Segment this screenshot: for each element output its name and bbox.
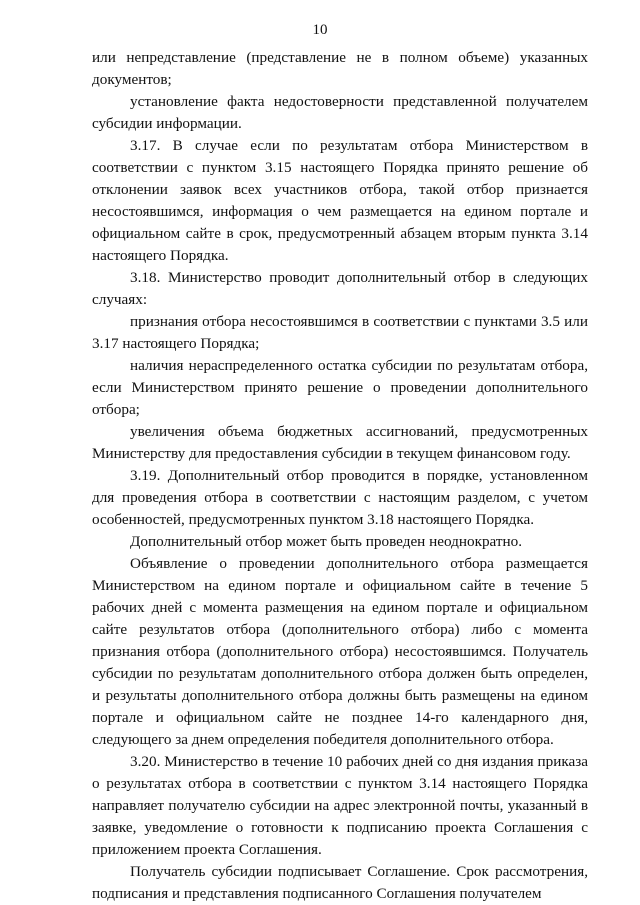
paragraph-repeat-selection: Дополнительный отбор может быть проведен неоднократно. (130, 533, 523, 550)
paragraph-3-18-case-budget-increase: увеличения объема бюджетных ассигнований, предусмотренных Министерству для предоставления субсидии в текущем финансовом году. (92, 423, 588, 462)
paragraph-continuation: или непредставление (представление не в полном объеме) указанных документов; (92, 49, 588, 88)
document-body (92, 47, 588, 905)
paragraph-3-18: 3.18. Министерство проводит дополнительный отбор в следующих случаях: (92, 269, 588, 308)
paragraph-3-18-case-failed-selection: признания отбора несостоявшимся в соответствии с пунктами 3.5 или 3.17 настоящего Порядка; (92, 313, 588, 352)
paragraph-3-19: 3.19. Дополнительный отбор проводится в порядке, установленном для проведения отбора в соответствии с настоящим разделом, с учетом особенностей, предусмотренных пунктом 3.18 настоящего Порядка. (92, 467, 588, 528)
paragraph-3-17: 3.17. В случае если по результатам отбора Министерством в соответствии с пунктом 3.15 настоящего Порядка принято решение об отклонении заявок всех участников отбора, такой отбор признается несостоявшимся, информация о чем размещается на едином портале и официальном сайте в срок, предусмотренный абзацем вторым пункта 3.14 настоящего Порядка. (92, 137, 588, 264)
paragraph-agreement-signing: Получатель субсидии подписывает Соглашение. Срок рассмотрения, подписания и представления подписанного Соглашения получателем (92, 863, 588, 902)
paragraph-unreliable-info: установление факта недостоверности представленной получателем субсидии информации. (92, 93, 588, 132)
paragraph-3-18-case-remaining-subsidy: наличия нераспределенного остатка субсидии по результатам отбора, если Министерством принято решение о проведении дополнительного отбора; (92, 357, 588, 418)
paragraph-3-20: 3.20. Министерство в течение 10 рабочих дней со дня издания приказа о результатах отбора в соответствии с пунктом 3.14 настоящего Порядка направляет получателю субсидии на адрес электронной почты, указанный в заявке, уведомление о готовности к подписанию проекта Соглашения с приложением проекта Соглашения. (92, 753, 588, 858)
paragraph-announcement: Объявление о проведении дополнительного отбора размещается Министерством на едином портале и официальном сайте в течение 5 рабочих дней с момента размещения на едином портале и официальном сайте результатов отбора (дополнительного отбора) либо с момента признания отбора (дополнительного отбора) несостоявшимся. Получатель субсидии по результатам дополнительного отбора должен быть определен, и результаты дополнительного отбора должны быть размещены на едином портале и официальном сайте не позднее 14-го календарного дня, следующего за днем определения победителя дополнительного отбора. (92, 555, 588, 748)
page-number: 10 (312, 22, 328, 38)
